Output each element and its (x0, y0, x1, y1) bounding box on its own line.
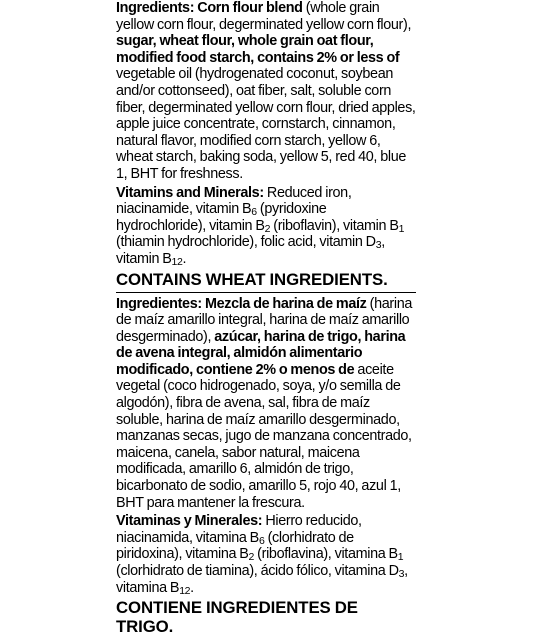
section-divider (116, 292, 416, 293)
ingredients-en-minor: vegetable oil (hydrogenated coconut, soybean and/or cottonseed), oat fiber, salt, soluble corn fiber, degerminated yellow corn flour, dried apples, apple juice concentrate, cornstarch, cinnamon, natural flavor, modified corn starch, yellow 6, wheat starch, baking soda, yellow 5, red 40, blue 1, BHT for freshness. (116, 66, 416, 182)
vitamin-subscript: 12 (171, 255, 183, 268)
ingredients-en-heading: Ingredients: Corn flour blend (116, 0, 303, 16)
ingredients-es-minor: aceite vegetal (coco hidrogenado, soya, y/o semilla de algodón), fibra de avena, sal, fibra de maíz soluble, harina de maíz amarillo desgerminado, manzanas secas, jugo de manzana concentrado, maicena, canela, sabor natural, maicena modificada, amarillo 6, almidón de trigo, bicarbonato de sodio, amarillo 5, rojo 40, azul 1, BHT para mantener la frescura. (116, 361, 412, 511)
vitamin-subscript: 1 (398, 222, 405, 235)
vitamins-en-heading: Vitamins and Minerals: (116, 184, 264, 201)
ingredients-es-heading: Ingredientes: Mezcla de harina de maíz (116, 295, 367, 312)
vitamins-es (116, 513, 416, 596)
vitamin-subscript: 6 (258, 534, 265, 547)
vitamin-subscript: 6 (251, 206, 257, 219)
vitamin-subscript: 3 (375, 239, 382, 252)
vitamins-en (116, 185, 416, 268)
ingredients-es-main: azúcar, harina de trigo, harina de avena integral, almidón alimentario modificado, contiene 2% o menos de (116, 328, 406, 378)
vitamins-en-text: (riboflavin), vitamin B (270, 217, 399, 234)
ingredients-en-blend: (whole grain yellow corn flour, degerminated yellow corn flour), (116, 0, 412, 33)
vitamins-en-text: (pyridoxine hydrochloride), vitamin B (116, 201, 327, 234)
vitamins-es-text: Hierro reducido, niacinamida, vitamina B (116, 513, 362, 546)
allergen-statement-en: CONTAINS WHEAT INGREDIENTS. (116, 269, 388, 289)
ingredients-label (116, 0, 416, 636)
ingredients-es-blend: (harina de maíz amarillo integral, harina de maíz amarillo desgerminado), (116, 295, 413, 345)
vitamins-en-text: , vitamin B (116, 234, 385, 267)
vitamin-subscript: 1 (397, 551, 404, 564)
ingredients-es (116, 296, 416, 512)
vitamin-subscript: 3 (398, 568, 405, 580)
vitamin-subscript: 2 (248, 551, 255, 564)
vitamin-subscript: 2 (264, 222, 271, 235)
allergen-statement-es: CONTIENE INGREDIENTES DE TRIGO. (116, 598, 358, 636)
vitamins-en-text: . (182, 250, 187, 267)
vitamins-en-text: (thiamin hydrochloride), folic acid, vitamin D (116, 234, 376, 251)
vitamin-subscript: 12 (179, 584, 191, 597)
ingredients-en (116, 0, 416, 183)
vitamins-es-text: , vitamina B (116, 563, 408, 596)
vitamins-en-text: Reduced iron, niacinamide, vitamin B (116, 184, 352, 218)
vitamins-es-text: (riboflavina), vitamina B (254, 546, 398, 563)
ingredients-en-main: sugar, wheat flour, whole grain oat flour, modified food starch, contains 2% or less of (116, 33, 400, 66)
vitamins-es-heading: Vitaminas y Minerales: (116, 513, 263, 530)
vitamins-es-text: . (190, 579, 194, 596)
vitamins-es-text: (clorhidrato de piridoxina), vitamina B (116, 529, 354, 563)
vitamins-es-text: (clorhidrato de tiamina), ácido fólico, vitamina D (116, 563, 399, 579)
